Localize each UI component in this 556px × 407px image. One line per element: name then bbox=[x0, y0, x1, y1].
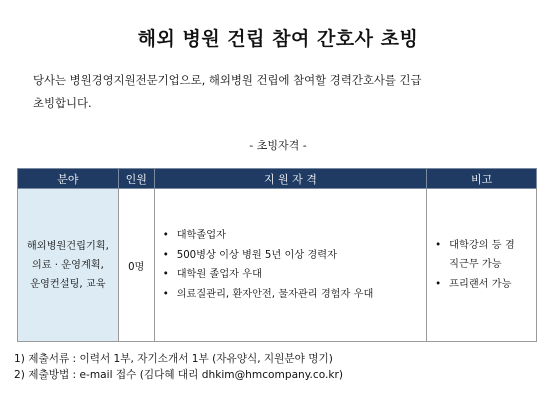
list-item bbox=[161, 285, 426, 305]
submission-method: 2) 제출방법 : e-mail 접수 (김다혜 대리 dhkim@hmcompany.co.kr) bbox=[14, 368, 344, 381]
table-header-row bbox=[18, 169, 537, 189]
list-item bbox=[161, 265, 426, 285]
notes-cell bbox=[427, 189, 537, 342]
intro-line-1: 당사는 병원경영지원전문기업으로, 해외병원 건립에 참여할 경력간호사를 긴급 bbox=[33, 73, 422, 87]
note-text: 프리랜서 가능 bbox=[449, 278, 512, 290]
qualification-table bbox=[17, 168, 537, 342]
bullet-icon: • bbox=[435, 278, 442, 290]
qualification-text: 대학졸업자 bbox=[176, 230, 226, 241]
qualification-text: 500병상 이상 병원 5년 이상 경력자 bbox=[176, 249, 337, 261]
intro-paragraph bbox=[33, 69, 533, 115]
list-item bbox=[161, 226, 426, 246]
bullet-icon: • bbox=[162, 288, 169, 300]
field-line: 의료 · 운영계획, bbox=[31, 259, 104, 271]
list-item bbox=[161, 246, 426, 266]
table-row bbox=[18, 189, 537, 342]
header-notes: 비고 bbox=[427, 169, 537, 189]
header-field: 분야 bbox=[18, 169, 119, 189]
bullet-icon: • bbox=[162, 230, 169, 241]
bullet-icon: • bbox=[162, 249, 169, 261]
bullet-icon: • bbox=[162, 269, 169, 280]
notes-list bbox=[427, 236, 536, 295]
section-heading: - 초빙자격 - bbox=[249, 139, 307, 152]
qualifications-cell bbox=[154, 189, 426, 342]
submission-documents: 1) 제출서류 : 이력서 1부, 자기소개서 1부 (자유양식, 지원분야 명기) bbox=[14, 353, 333, 365]
qualification-text: 의료질관리, 환자안전, 물자관리 경험자 우대 bbox=[176, 288, 374, 300]
field-cell bbox=[18, 189, 119, 342]
submission-notes bbox=[14, 352, 343, 383]
qualifications-list bbox=[155, 226, 426, 304]
count-cell: 0명 bbox=[118, 189, 154, 342]
field-line: 운영컨설팅, 교육 bbox=[30, 278, 106, 290]
note-text: 대학강의 등 겸 bbox=[449, 239, 515, 251]
bullet-icon: • bbox=[435, 239, 442, 251]
list-item bbox=[433, 236, 536, 275]
list-item bbox=[433, 275, 536, 295]
header-qualifications: 지 원 자 격 bbox=[154, 169, 426, 189]
header-count: 인원 bbox=[118, 169, 154, 189]
intro-line-2: 초빙합니다. bbox=[33, 96, 92, 110]
qualification-text: 대학원 졸업자 우대 bbox=[176, 269, 262, 280]
note-text: 직근무 가능 bbox=[449, 259, 502, 271]
page-title: 해외 병원 건립 참여 간호사 초빙 bbox=[137, 28, 419, 50]
field-line: 해외병원건립기획, bbox=[26, 240, 109, 252]
